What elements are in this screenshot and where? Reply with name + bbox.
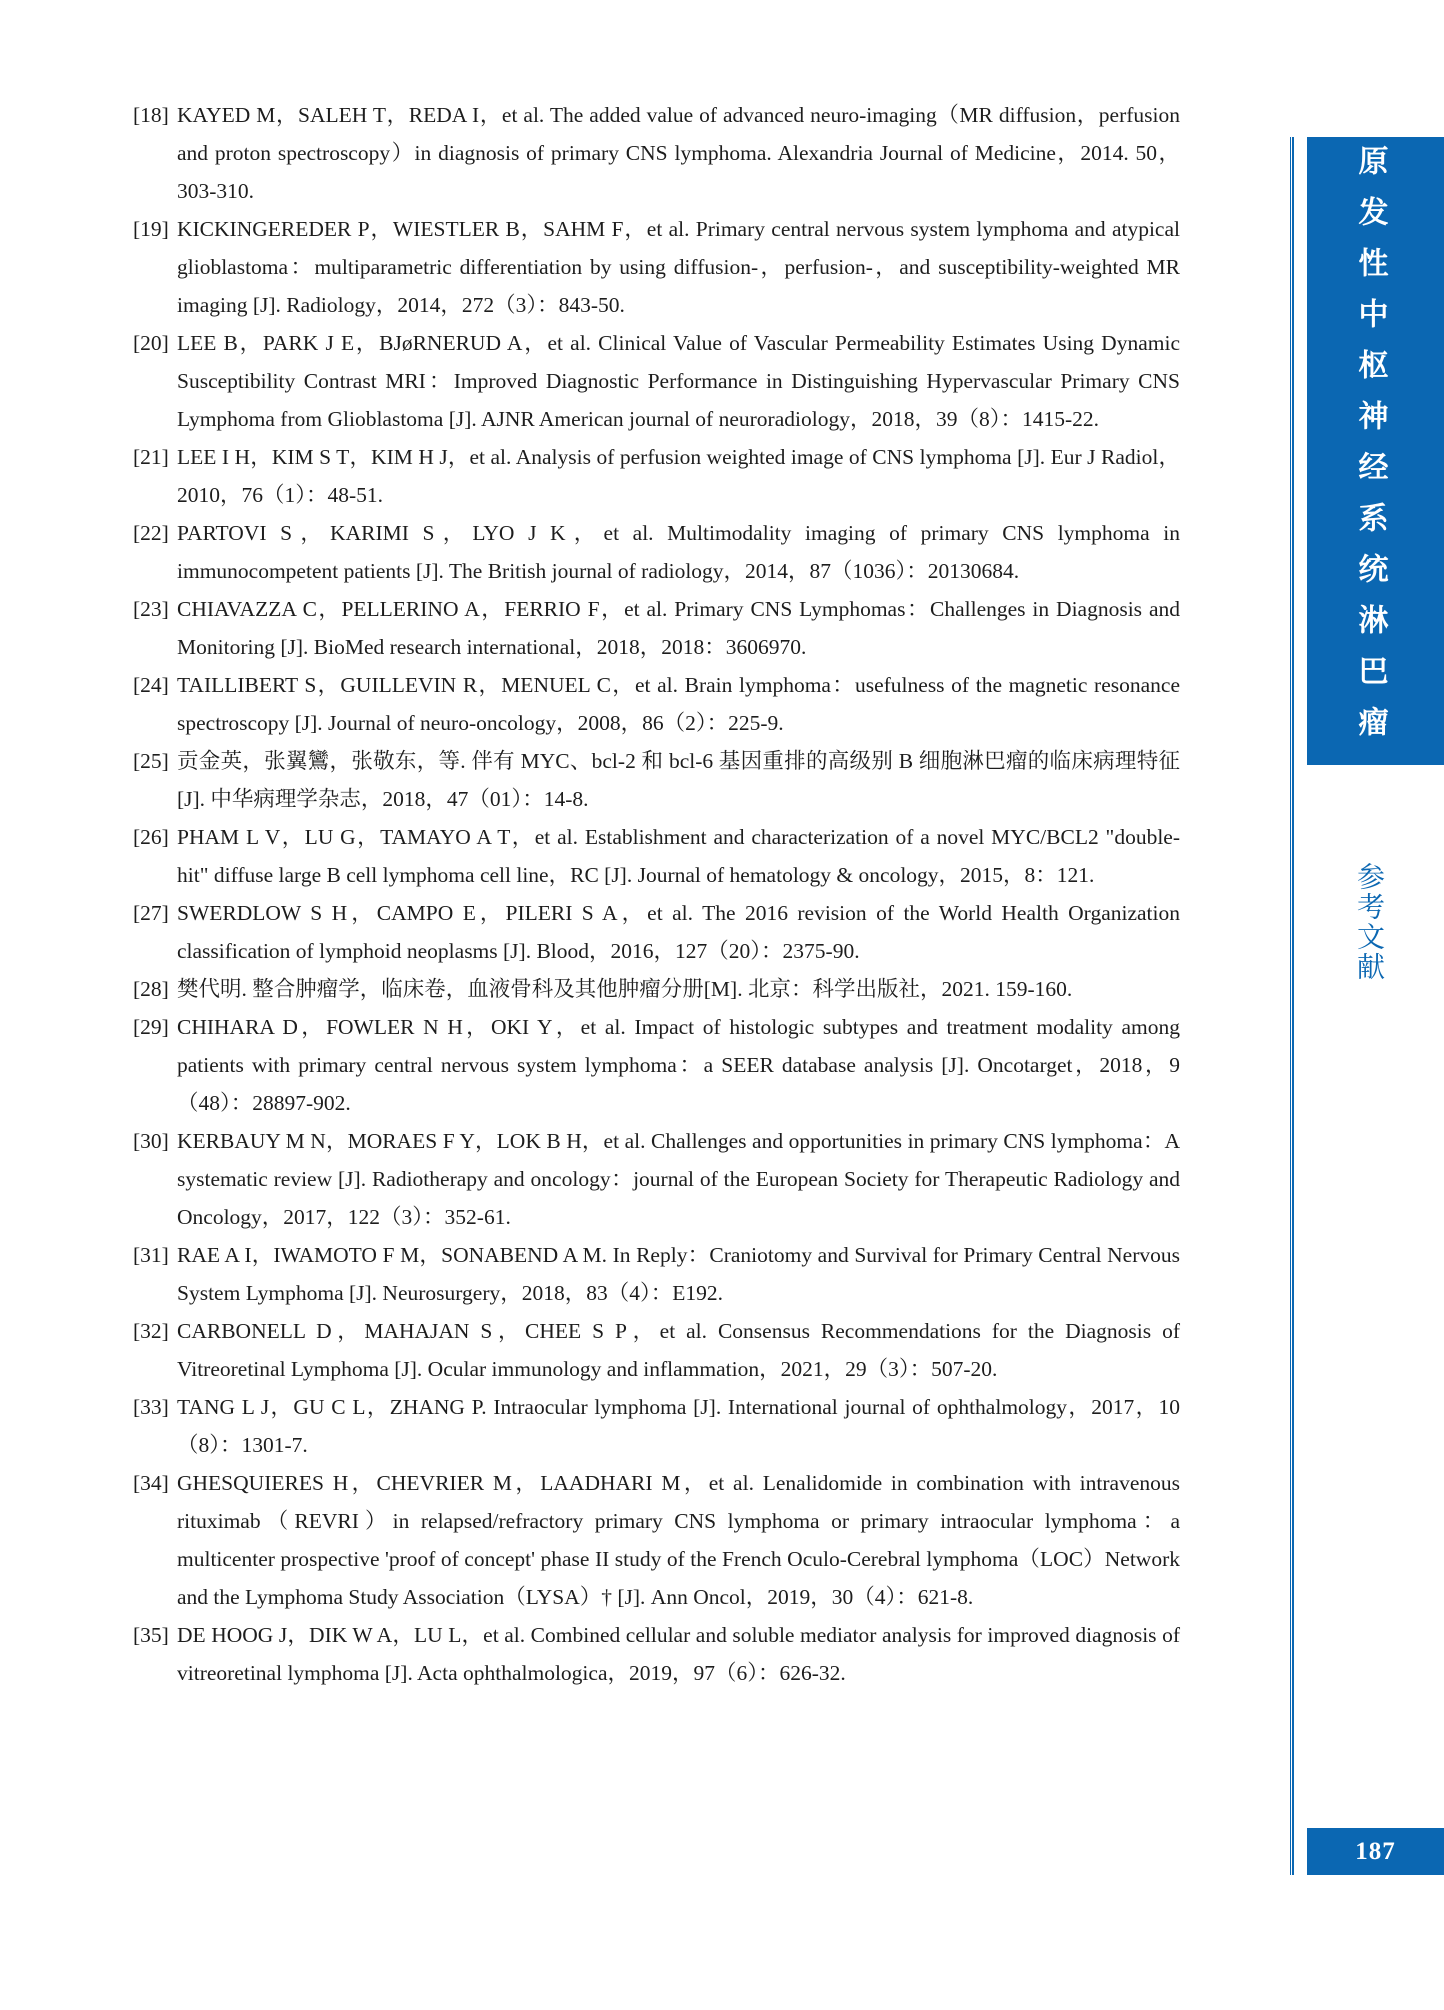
reference-text: LEE B，PARK J E，BJøRNERUD A，et al. Clinical Value of Vascular Permeability Estimates Using Dynamic Susceptibility Contrast MRI：Improved Diagnostic Performance in Distinguishing Hypervascular Primary CNS Lymphoma from Glioblastoma [J]. AJNR American journal of neuroradiology，2018，39（8）：1415-22.: [177, 331, 1180, 431]
reference-number: [27]: [133, 901, 169, 925]
reference-number: [18]: [133, 103, 169, 127]
reference-number: [35]: [133, 1623, 169, 1647]
reference-number: [21]: [133, 445, 169, 469]
reference-text: PARTOVI S，KARIMI S，LYO J K，et al. Multimodality imaging of primary CNS lymphoma in immunocompetent patients [J]. The British journal of radiology，2014，87（1036）：20130684.: [177, 521, 1180, 583]
reference-text: DE HOOG J，DIK W A，LU L，et al. Combined cellular and soluble mediator analysis for improved diagnosis of vitreoretinal lymphoma [J]. Acta ophthalmologica，2019，97（6）：626-32.: [177, 1623, 1180, 1685]
reference-item: [133, 818, 1180, 894]
reference-item: [133, 742, 1180, 818]
reference-number: [32]: [133, 1319, 169, 1343]
reference-item: [133, 1312, 1180, 1388]
sidebar-divider-line: [1290, 137, 1294, 1875]
reference-text: GHESQUIERES H，CHEVRIER M，LAADHARI M，et al. Lenalidomide in combination with intravenous rituximab（REVRI）in relapsed/refractory primary CNS lymphoma or primary intraocular lymphoma：a multicenter prospective 'proof of concept' phase II study of the French Oculo-Cerebral lymphoma（LOC）Network and the Lymphoma Study Association（LYSA）† [J]. Ann Oncol，2019，30（4）：621-8.: [177, 1471, 1180, 1609]
reference-text: TAILLIBERT S，GUILLEVIN R，MENUEL C，et al. Brain lymphoma：usefulness of the magnetic resonance spectroscopy [J]. Journal of neuro-oncology，2008，86（2）：225-9.: [177, 673, 1180, 735]
reference-text: PHAM L V，LU G，TAMAYO A T，et al. Establishment and characterization of a novel MYC/BCL2 "double-hit" diffuse large B cell lymphoma cell line，RC [J]. Journal of hematology & oncology，2015，8：121.: [177, 825, 1180, 887]
reference-text: 樊代明. 整合肿瘤学，临床卷，血液骨科及其他肿瘤分册[M]. 北京：科学出版社，2021. 159-160.: [177, 977, 1073, 1001]
reference-item: [133, 1236, 1180, 1312]
reference-text: 贡金英，张翼鸞，张敬东，等. 伴有 MYC、bcl-2 和 bcl-6 基因重排的高级别 B 细胞淋巴瘤的临床病理特征 [J]. 中华病理学杂志，2018，47（01）：14-8.: [177, 749, 1180, 811]
reference-item: [133, 894, 1180, 970]
reference-number: [26]: [133, 825, 169, 849]
reference-item: [133, 1122, 1180, 1236]
reference-number: [29]: [133, 1015, 169, 1039]
reference-item: [133, 1008, 1180, 1122]
sidebar-title-box: [1307, 137, 1444, 765]
reference-item: [133, 1388, 1180, 1464]
reference-item: [133, 590, 1180, 666]
reference-number: [34]: [133, 1471, 169, 1495]
reference-item: [133, 1464, 1180, 1616]
page-number: 187: [1355, 1837, 1396, 1865]
reference-text: KICKINGEREDER P，WIESTLER B，SAHM F，et al. Primary central nervous system lymphoma and atypical glioblastoma：multiparametric differentiation by using diffusion-，perfusion-，and susceptibility-weighted MR imaging [J]. Radiology，2014，272（3）：843-50.: [177, 217, 1180, 317]
reference-number: [24]: [133, 673, 169, 697]
reference-text: SWERDLOW S H，CAMPO E，PILERI S A，et al. The 2016 revision of the World Health Organization classification of lymphoid neoplasms [J]. Blood，2016，127（20）：2375-90.: [177, 901, 1180, 963]
reference-text: CHIAVAZZA C，PELLERINO A，FERRIO F，et al. Primary CNS Lymphomas：Challenges in Diagnosis and Monitoring [J]. BioMed research international，2018，2018：3606970.: [177, 597, 1180, 659]
reference-number: [19]: [133, 217, 169, 241]
reference-text: LEE I H，KIM S T，KIM H J，et al. Analysis of perfusion weighted image of CNS lymphoma [J]. Eur J Radiol，2010，76（1）：48-51.: [177, 445, 1180, 507]
reference-text: CHIHARA D，FOWLER N H，OKI Y，et al. Impact of histologic subtypes and treatment modality among patients with primary central nervous system lymphoma：a SEER database analysis [J]. Oncotarget，2018，9（48）：28897-902.: [177, 1015, 1180, 1115]
reference-item: [133, 1616, 1180, 1692]
reference-item: [133, 324, 1180, 438]
reference-text: KAYED M，SALEH T，REDA I，et al. The added value of advanced neuro-imaging（MR diffusion，perfusion and proton spectroscopy）in diagnosis of primary CNS lymphoma. Alexandria Journal of Medicine，2014. 50，303-310.: [177, 103, 1180, 203]
reference-text: TANG L J，GU C L，ZHANG P. Intraocular lymphoma [J]. International journal of ophthalmology，2017，10（8）：1301-7.: [177, 1395, 1180, 1457]
reference-number: [22]: [133, 521, 169, 545]
page-number-box: [1307, 1828, 1444, 1875]
section-label-vertical: 参考文献: [1353, 862, 1384, 982]
reference-number: [33]: [133, 1395, 169, 1419]
reference-item: [133, 666, 1180, 742]
reference-item: [133, 210, 1180, 324]
reference-number: [31]: [133, 1243, 169, 1267]
book-title-vertical: 原发性中枢神经系统淋巴瘤: [1353, 145, 1387, 757]
reference-text: RAE A I，IWAMOTO F M，SONABEND A M. In Reply：Craniotomy and Survival for Primary Central Nervous System Lymphoma [J]. Neurosurgery，2018，83（4）：E192.: [177, 1243, 1180, 1305]
reference-number: [23]: [133, 597, 169, 621]
reference-item: [133, 514, 1180, 590]
reference-number: [30]: [133, 1129, 169, 1153]
references-list: [133, 96, 1180, 1692]
reference-number: [28]: [133, 977, 169, 1001]
reference-item: [133, 96, 1180, 210]
reference-text: KERBAUY M N，MORAES F Y，LOK B H，et al. Challenges and opportunities in primary CNS lymphoma：A systematic review [J]. Radiotherapy and oncology：journal of the European Society for Therapeutic Radiology and Oncology，2017，122（3）：352-61.: [177, 1129, 1180, 1229]
reference-number: [25]: [133, 749, 169, 773]
reference-text: CARBONELL D，MAHAJAN S，CHEE S P，et al. Consensus Recommendations for the Diagnosis of Vitreoretinal Lymphoma [J]. Ocular immunology and inflammation，2021，29（3）：507-20.: [177, 1319, 1180, 1381]
reference-item: [133, 438, 1180, 514]
reference-item: [133, 970, 1180, 1008]
reference-number: [20]: [133, 331, 169, 355]
